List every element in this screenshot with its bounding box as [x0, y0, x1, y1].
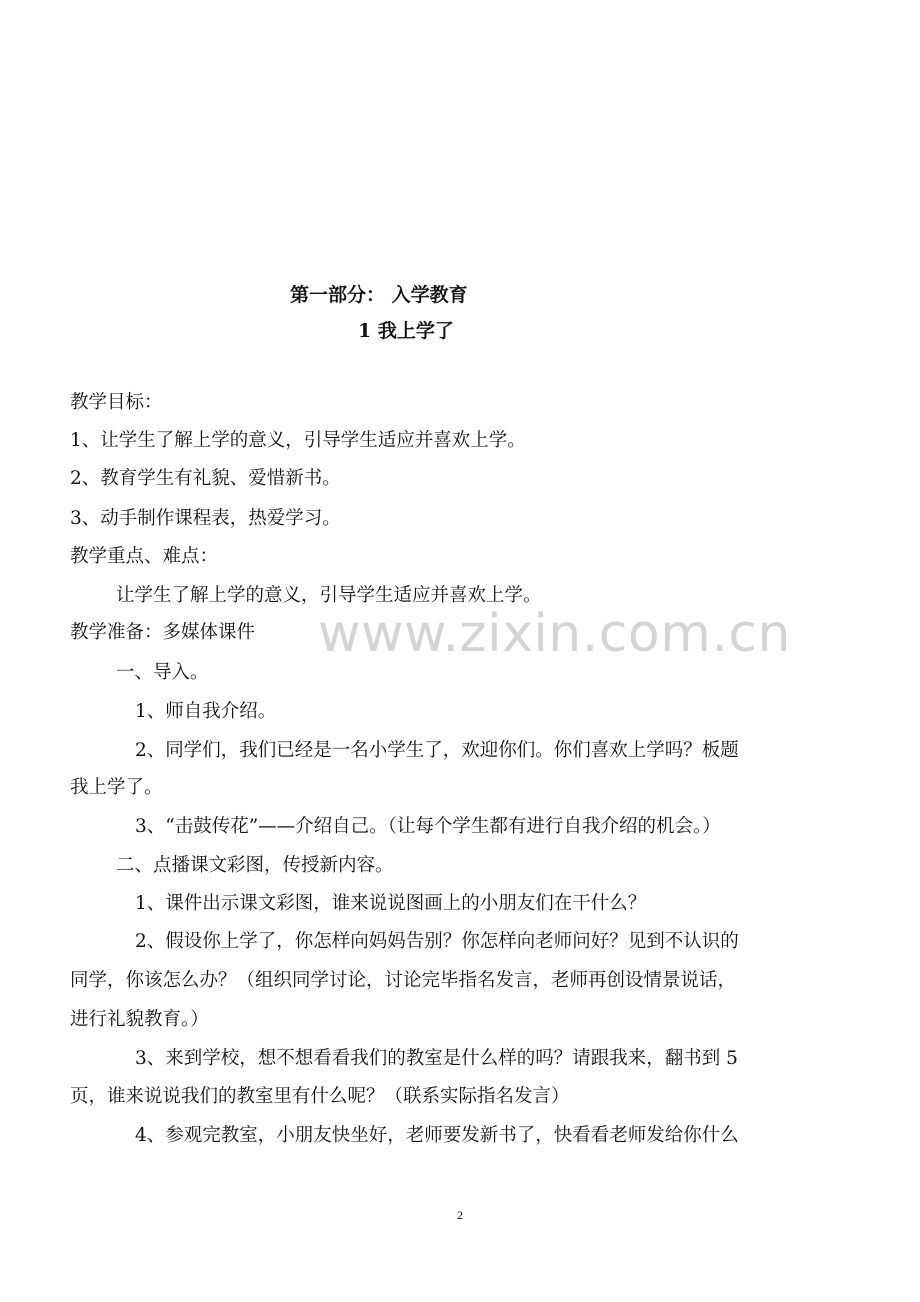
intro-item-2: 2、同学们，我们已经是一名小学生了，欢迎你们。你们喜欢上学吗？板题: [135, 740, 739, 761]
section-new-content-heading: 二、点播课文彩图，传授新内容。: [116, 855, 394, 876]
content-item-2: 2、假设你上学了，你怎样向妈妈告别？你怎样向老师问好？见到不认识的: [135, 931, 739, 952]
key-points-text: 让学生了解上学的意义，引导学生适应并喜欢上学。: [116, 585, 542, 606]
intro-item-3: 3、“击鼓传花”——介绍自己。（让每个学生都有进行自我介绍的机会。）: [135, 816, 721, 837]
lesson-title: 1 我上学了: [358, 320, 454, 342]
objective-2: 2、教育学生有礼貌、爱惜新书。: [70, 468, 341, 489]
content-item-3: 3、来到学校，想不想看看我们的教室是什么样的吗？请跟我来，翻书到 5: [135, 1048, 738, 1069]
content-item-3-cont: 页，谁来说说我们的教室里有什么呢？（联系实际指名发言）: [70, 1086, 570, 1107]
content-item-1: 1、课件出示课文彩图，谁来说说图画上的小朋友们在干什么？: [135, 893, 647, 914]
content-item-2-cont-1: 同学，你该怎么办？（组织同学讨论，讨论完毕指名发言，老师再创设情景说话，: [70, 970, 737, 991]
key-points-heading: 教学重点、难点：: [70, 546, 219, 567]
objective-1: 1、让学生了解上学的意义，引导学生适应并喜欢上学。: [70, 430, 526, 451]
section-intro-heading: 一、导入。: [116, 662, 209, 683]
watermark: www.zixin.com.cn: [318, 604, 791, 664]
objective-3: 3、动手制作课程表，热爱学习。: [70, 508, 341, 529]
page-number: 2: [457, 1208, 463, 1222]
section-title: 第一部分： 入学教育: [290, 284, 468, 306]
objectives-heading: 教学目标：: [70, 392, 163, 413]
content-item-4: 4、参观完教室，小朋友快坐好，老师要发新书了，快看看老师发给你什么: [135, 1125, 739, 1146]
content-item-2-cont-2: 进行礼貌教育。）: [70, 1009, 209, 1030]
intro-item-2-cont: 我上学了。: [70, 777, 163, 798]
preparation-line: 教学准备：多媒体课件: [70, 622, 256, 643]
intro-item-1: 1、师自我介绍。: [135, 701, 277, 722]
